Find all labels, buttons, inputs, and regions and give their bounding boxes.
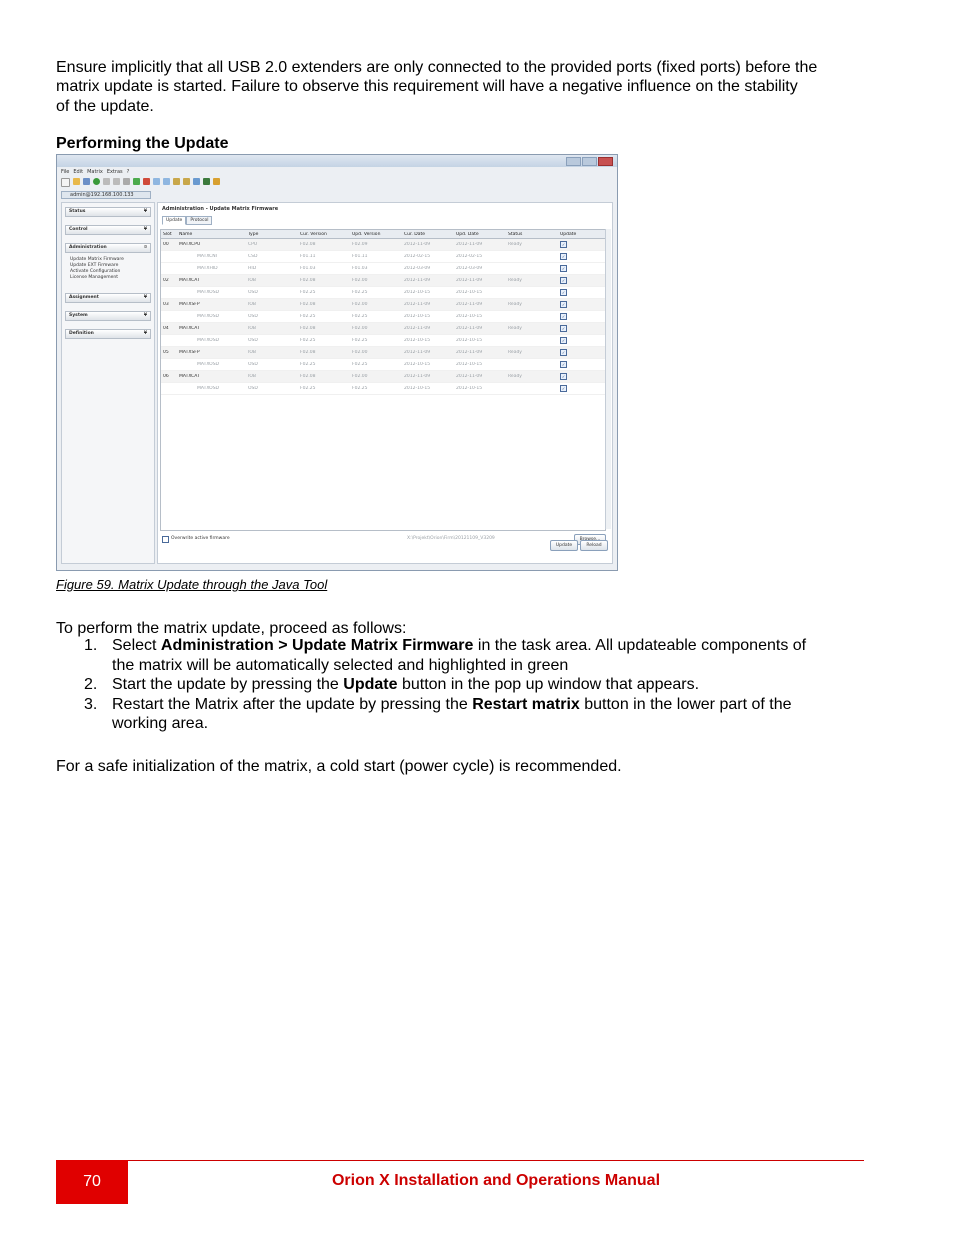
step-2: 2. Start the update by pressing the Update button in the pop up window that appears. bbox=[84, 676, 700, 693]
cell-name: MATXHID bbox=[197, 266, 218, 271]
cell-upd: F02.09 bbox=[352, 242, 368, 247]
cell-upd: F01.03 bbox=[352, 266, 368, 271]
menu-matrix: Matrix bbox=[87, 169, 103, 175]
cell-name: MATXSFP bbox=[179, 302, 200, 307]
col-cur-version: Cur. Version bbox=[300, 231, 327, 237]
cell-cur: F02.08 bbox=[300, 302, 316, 307]
cell-udate: 2012-10-15 bbox=[456, 362, 483, 367]
cell-udate: 2012-11-09 bbox=[456, 326, 483, 331]
table-row bbox=[161, 263, 605, 275]
maximize-icon bbox=[582, 157, 597, 166]
tab-protocol: Protocol bbox=[186, 216, 212, 225]
update-checkbox-icon: ✓ bbox=[561, 338, 566, 343]
update-checkbox-icon: ✓ bbox=[561, 362, 566, 367]
table-row bbox=[161, 311, 605, 323]
cell-cdate: 2012-11-09 bbox=[404, 374, 431, 379]
item-update-ext-firmware: Update EXT Firmware bbox=[70, 263, 119, 268]
cell-cdate: 2012-10-15 bbox=[404, 338, 431, 343]
java-tool-screenshot bbox=[56, 154, 618, 571]
cell-type: OSD bbox=[248, 314, 258, 319]
cell-cdate: 2012-11-09 bbox=[404, 302, 431, 307]
cell-cur: F02.25 bbox=[300, 362, 316, 367]
cell-cur: F02.08 bbox=[300, 326, 316, 331]
menu-extras: Extras bbox=[106, 169, 123, 175]
overwrite-checkbox bbox=[162, 536, 169, 543]
scrollbar bbox=[605, 229, 611, 529]
col-status: Status bbox=[508, 231, 523, 237]
update-cell bbox=[560, 313, 600, 320]
cell-upd: F02.00 bbox=[352, 350, 368, 355]
copy-icon bbox=[113, 178, 120, 185]
cell-name: MATXCPU bbox=[179, 242, 201, 247]
cell-name: MATXCNI bbox=[197, 254, 217, 259]
firmware-table bbox=[160, 229, 606, 531]
table-row bbox=[161, 239, 605, 251]
update-cell bbox=[560, 373, 600, 380]
section-assignment: Assignment ¥ bbox=[65, 293, 151, 303]
cell-type: OSD bbox=[248, 290, 258, 295]
cell-udate: 2012-11-09 bbox=[456, 350, 483, 355]
cell-cur: F02.25 bbox=[300, 386, 316, 391]
cell-upd: F02.00 bbox=[352, 278, 368, 283]
update-checkbox-icon: ✓ bbox=[561, 326, 566, 331]
figure-caption: Figure 59. Matrix Update through the Java Tool bbox=[56, 577, 328, 592]
cell-name: MATXCAT bbox=[179, 278, 200, 283]
cell-cdate: 2012-11-09 bbox=[404, 242, 431, 247]
col-upd-date: Upd. Date bbox=[456, 231, 479, 237]
cell-slot: 03 bbox=[163, 302, 169, 307]
update-cell bbox=[560, 277, 600, 284]
procedure-steps bbox=[56, 636, 866, 734]
cell-name: MATXOSD bbox=[197, 290, 220, 295]
close-icon bbox=[598, 157, 613, 166]
section-system: System ¥ bbox=[65, 311, 151, 321]
cell-upd: F02.25 bbox=[352, 314, 368, 319]
window-titlebar bbox=[57, 155, 617, 167]
cell-udate: 2012-03-09 bbox=[456, 266, 483, 271]
cell-udate: 2012-11-09 bbox=[456, 374, 483, 379]
chip-icon bbox=[203, 178, 210, 185]
cell-cur: F01.11 bbox=[300, 254, 316, 259]
table-row bbox=[161, 347, 605, 359]
cell-name: MATXOSD bbox=[197, 386, 220, 391]
update-cell bbox=[560, 241, 600, 248]
section-administration: Administration ¤ bbox=[65, 243, 151, 253]
cell-cdate: 2012-10-15 bbox=[404, 386, 431, 391]
table-row bbox=[161, 359, 605, 371]
task-panel bbox=[61, 202, 155, 564]
cell-cur: F02.25 bbox=[300, 338, 316, 343]
chevron-down-icon: ¥ bbox=[143, 331, 147, 336]
cell-upd: F02.25 bbox=[352, 290, 368, 295]
intro-line-2: matrix update is started. Failure to observe this requirement will have a negative influence on the stability bbox=[56, 78, 798, 95]
cell-cur: F02.25 bbox=[300, 314, 316, 319]
cell-cur: F02.08 bbox=[300, 350, 316, 355]
update-checkbox-icon: ✓ bbox=[561, 254, 566, 259]
cell-cdate: 2012-11-09 bbox=[404, 278, 431, 283]
folder-icon bbox=[213, 178, 220, 185]
tab-update: Update bbox=[162, 216, 186, 225]
cell-cdate: 2012-11-09 bbox=[404, 326, 431, 331]
chevron-up-icon: ¤ bbox=[144, 245, 147, 250]
menu-file: File bbox=[61, 169, 70, 175]
intro-line-3: of the update. bbox=[56, 98, 154, 115]
book-icon bbox=[183, 178, 190, 185]
footer-title: Orion X Installation and Operations Manual bbox=[331, 1172, 661, 1189]
intro-line-1: Ensure implicitly that all USB 2.0 extenders are only connected to the provided ports (fixed ports) before the bbox=[56, 59, 818, 76]
cell-udate: 2012-10-15 bbox=[456, 314, 483, 319]
update-checkbox-icon: ✓ bbox=[561, 242, 566, 247]
cell-name: MATXCAT bbox=[179, 374, 200, 379]
update-checkbox-icon: ✓ bbox=[561, 290, 566, 295]
cell-type: IOB bbox=[248, 278, 256, 283]
bottom-controls bbox=[162, 534, 608, 546]
col-slot: Slot bbox=[163, 231, 172, 237]
reload-button: Reload bbox=[580, 540, 608, 551]
cell-cdate: 2012-10-15 bbox=[404, 362, 431, 367]
panel-title: Administration - Update Matrix Firmware bbox=[162, 206, 279, 212]
update-checkbox-icon: ✓ bbox=[561, 350, 566, 355]
menu-help: ? bbox=[126, 169, 130, 175]
update-cell bbox=[560, 361, 600, 368]
cell-status: Ready bbox=[508, 302, 522, 307]
save-icon bbox=[83, 178, 90, 185]
update-checkbox-icon: ✓ bbox=[561, 386, 566, 391]
cell-upd: F02.25 bbox=[352, 386, 368, 391]
table-row bbox=[161, 251, 605, 263]
menu-bar bbox=[61, 169, 129, 175]
update-cell bbox=[560, 301, 600, 308]
cell-type: OSD bbox=[248, 386, 258, 391]
col-type: Type bbox=[248, 231, 259, 237]
cell-udate: 2012-10-15 bbox=[456, 290, 483, 295]
step-3: 3. Restart the Matrix after the update by pressing the Restart matrix button in the lower part of the working area. bbox=[84, 695, 792, 732]
cell-upd: F02.25 bbox=[352, 338, 368, 343]
section-status: Status ¥ bbox=[65, 207, 151, 217]
item-activate-configuration: Activate Configuration bbox=[70, 269, 121, 274]
table-row bbox=[161, 335, 605, 347]
toolbar bbox=[61, 178, 220, 187]
cell-upd: F02.00 bbox=[352, 374, 368, 379]
col-name: Name bbox=[179, 231, 193, 237]
cell-slot: 02 bbox=[163, 278, 169, 283]
col-update: Update bbox=[560, 231, 577, 237]
update-button: Update bbox=[550, 540, 578, 551]
cell-udate: 2012-11-09 bbox=[456, 302, 483, 307]
cell-type: OSD bbox=[248, 338, 258, 343]
chevron-down-icon: ¥ bbox=[143, 313, 147, 318]
cell-name: MATXOSD bbox=[197, 338, 220, 343]
update-cell bbox=[560, 289, 600, 296]
cell-name: MATXCAT bbox=[179, 326, 200, 331]
col-upd-version: Upd. Version bbox=[352, 231, 381, 237]
disconnect-icon bbox=[143, 178, 150, 185]
update-checkbox-icon: ✓ bbox=[561, 266, 566, 271]
cell-cdate: 2012-10-15 bbox=[404, 314, 431, 319]
table-row bbox=[161, 275, 605, 287]
cell-cdate: 2012-02-15 bbox=[404, 254, 431, 259]
cell-cur: F02.25 bbox=[300, 290, 316, 295]
cell-type: CSD bbox=[248, 254, 258, 259]
menu-edit: Edit bbox=[73, 169, 84, 175]
update-cell bbox=[560, 385, 600, 392]
chevron-down-icon: ¥ bbox=[143, 227, 147, 232]
update-checkbox-icon: ✓ bbox=[561, 314, 566, 319]
update-cell bbox=[560, 337, 600, 344]
cell-udate: 2012-10-15 bbox=[456, 338, 483, 343]
open-icon bbox=[73, 178, 80, 185]
table-row bbox=[161, 383, 605, 395]
cell-status: Ready bbox=[508, 242, 522, 247]
cell-cdate: 2012-10-15 bbox=[404, 290, 431, 295]
cell-udate: 2012-10-15 bbox=[456, 386, 483, 391]
upload-icon bbox=[153, 178, 160, 185]
subtabs bbox=[162, 216, 212, 225]
file-path: X:\Projekt\Orion\Firm\20121109_V3209 bbox=[407, 536, 495, 541]
cell-udate: 2012-11-09 bbox=[456, 278, 483, 283]
update-cell bbox=[560, 349, 600, 356]
cell-slot: 06 bbox=[163, 374, 169, 379]
cell-status: Ready bbox=[508, 350, 522, 355]
cell-upd: F02.25 bbox=[352, 362, 368, 367]
section-title: Performing the Update bbox=[56, 135, 229, 152]
cell-type: IOB bbox=[248, 326, 256, 331]
cell-type: IOB bbox=[248, 302, 256, 307]
update-cell bbox=[560, 325, 600, 332]
cell-status: Ready bbox=[508, 326, 522, 331]
new-icon bbox=[61, 178, 70, 187]
cell-type: OSD bbox=[248, 362, 258, 367]
paste-icon bbox=[123, 178, 130, 185]
update-cell bbox=[560, 253, 600, 260]
procedure-intro: To perform the matrix update, proceed as follows: bbox=[56, 620, 407, 637]
cell-upd: F01.11 bbox=[352, 254, 368, 259]
update-checkbox-icon: ✓ bbox=[561, 374, 566, 379]
monitor-icon bbox=[193, 178, 200, 185]
chevron-down-icon: ¥ bbox=[143, 209, 147, 214]
update-checkbox-icon: ✓ bbox=[561, 278, 566, 283]
cell-cdate: 2012-11-09 bbox=[404, 350, 431, 355]
download-icon bbox=[163, 178, 170, 185]
step-1: 1. Select Administration > Update Matrix Firmware in the task area. All updateable components of the matrix will be automatically selected and highlighted in green bbox=[84, 637, 807, 674]
table-row bbox=[161, 371, 605, 383]
refresh-icon bbox=[93, 178, 100, 185]
update-checkbox-icon: ✓ bbox=[561, 302, 566, 307]
document-icon bbox=[173, 178, 180, 185]
cell-type: CPU bbox=[248, 242, 258, 247]
cell-upd: F02.00 bbox=[352, 302, 368, 307]
minimize-icon bbox=[566, 157, 581, 166]
connect-icon bbox=[133, 178, 140, 185]
connection-tab: admin@192.168.100.133 bbox=[61, 191, 151, 199]
cell-cdate: 2012-03-09 bbox=[404, 266, 431, 271]
cell-name: MATXSFP bbox=[179, 350, 200, 355]
cell-slot: 04 bbox=[163, 326, 169, 331]
update-cell bbox=[560, 265, 600, 272]
cell-name: MATXOSD bbox=[197, 314, 220, 319]
table-row bbox=[161, 323, 605, 335]
cell-name: MATXOSD bbox=[197, 362, 220, 367]
cell-cur: F01.03 bbox=[300, 266, 316, 271]
cell-udate: 2012-02-15 bbox=[456, 254, 483, 259]
chevron-down-icon: ¥ bbox=[143, 295, 147, 300]
footer-rule bbox=[56, 1160, 864, 1161]
cell-cur: F02.08 bbox=[300, 374, 316, 379]
work-area bbox=[157, 202, 613, 564]
item-update-matrix-firmware: Update Matrix Firmware bbox=[70, 257, 124, 262]
table-row bbox=[161, 299, 605, 311]
cell-cur: F02.08 bbox=[300, 242, 316, 247]
cell-slot: 00 bbox=[163, 242, 169, 247]
col-cur-date: Cur. Date bbox=[404, 231, 426, 237]
cell-type: IOB bbox=[248, 374, 256, 379]
table-row bbox=[161, 287, 605, 299]
cell-status: Ready bbox=[508, 278, 522, 283]
cell-upd: F02.00 bbox=[352, 326, 368, 331]
cell-type: HID bbox=[248, 266, 257, 271]
cell-type: IOB bbox=[248, 350, 256, 355]
cell-status: Ready bbox=[508, 374, 522, 379]
page-number: 70 bbox=[56, 1160, 128, 1204]
section-control: Control ¥ bbox=[65, 225, 151, 235]
cell-cur: F02.08 bbox=[300, 278, 316, 283]
cell-slot: 05 bbox=[163, 350, 169, 355]
cut-icon bbox=[103, 178, 110, 185]
admin-items bbox=[70, 257, 154, 281]
closing-note: For a safe initialization of the matrix, a cold start (power cycle) is recommended. bbox=[56, 758, 622, 775]
item-license-management: License Management bbox=[70, 275, 119, 280]
section-definition: Definition ¥ bbox=[65, 329, 151, 339]
cell-udate: 2012-11-09 bbox=[456, 242, 483, 247]
table-header bbox=[161, 230, 605, 239]
overwrite-label: Overwrite active firmware bbox=[171, 536, 230, 541]
